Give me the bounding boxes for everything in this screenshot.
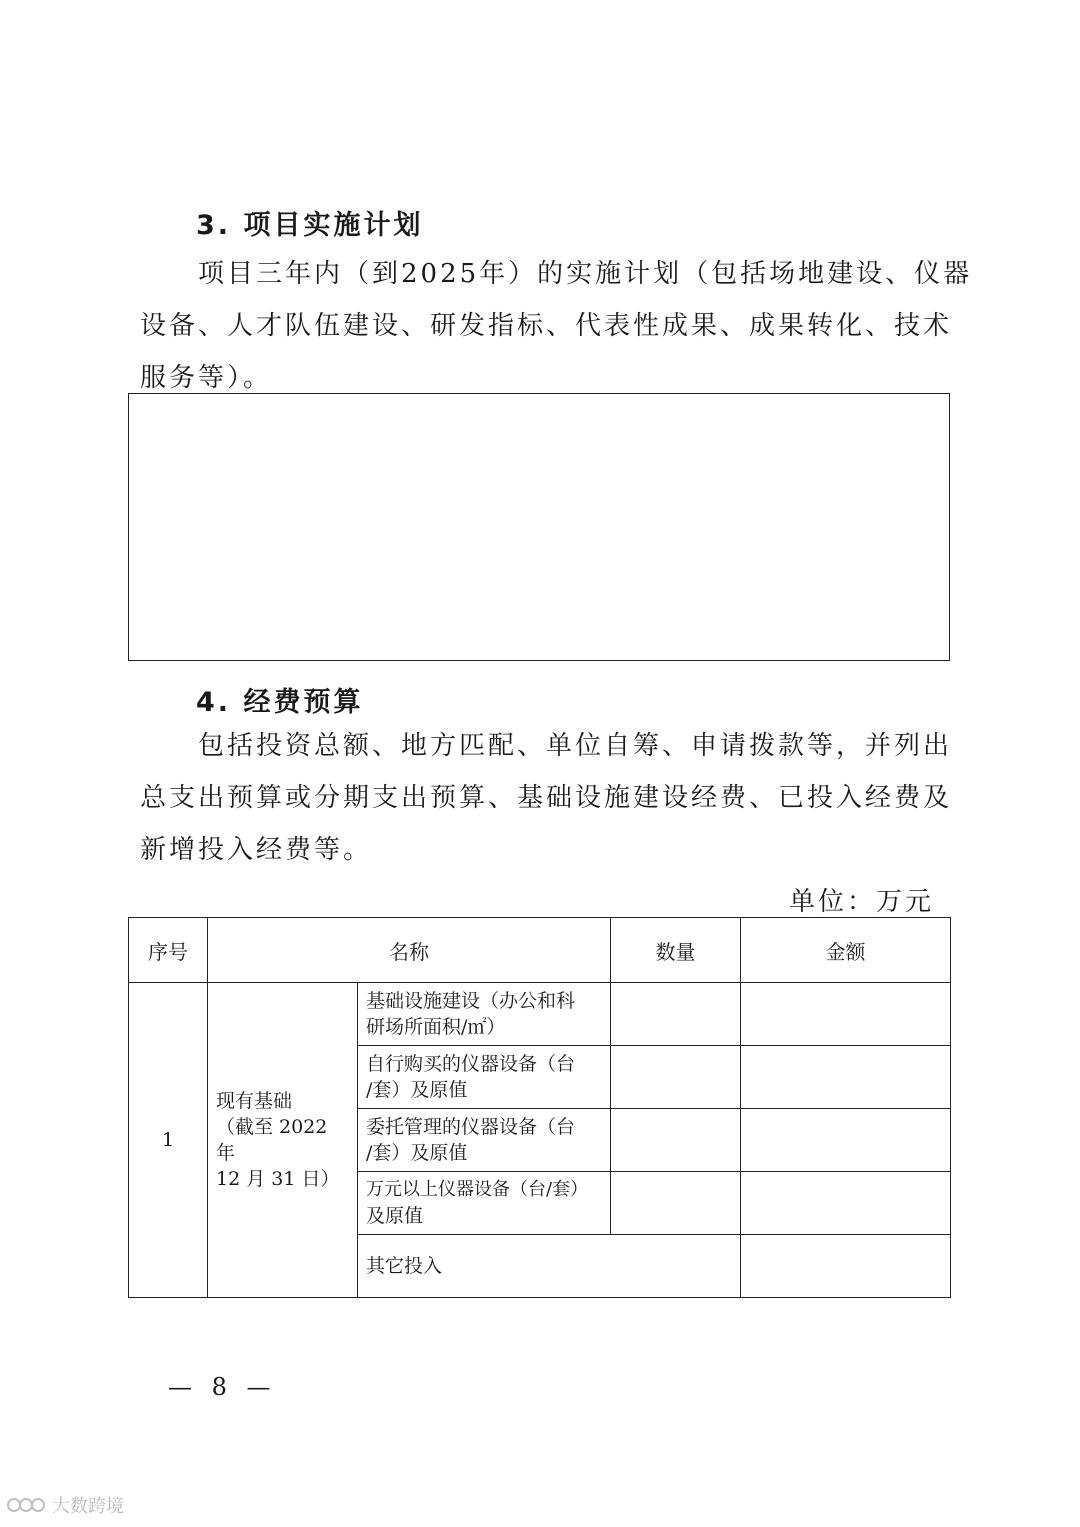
quantity-cell[interactable]	[611, 1109, 741, 1172]
section-3-heading: 3. 项目实施计划	[196, 210, 424, 241]
header-name: 名称	[208, 918, 611, 983]
section-3-paragraph	[140, 248, 973, 404]
page-number: — 8 —	[168, 1373, 277, 1401]
watermark-logo-icon	[6, 1495, 46, 1515]
item-cell	[358, 1172, 611, 1235]
category-line: 12 月 31 日）	[216, 1168, 340, 1190]
paragraph-line: 项目三年内（到2025年）的实施计划（包括场地建设、仪器	[198, 259, 973, 289]
category-line: （截至 2022 年	[216, 1116, 328, 1164]
quantity-cell[interactable]	[611, 1172, 741, 1235]
paragraph-line: 服务等）。	[140, 363, 273, 393]
quantity-cell[interactable]	[611, 983, 741, 1046]
item-line: 万元以上仪器设备（台/套）	[366, 1179, 589, 1200]
item-cell	[358, 983, 611, 1046]
watermark	[6, 1492, 124, 1518]
paragraph-line: 新增投入经费等。	[140, 835, 373, 865]
seq-cell: 1	[129, 983, 208, 1298]
section-4-heading: 4. 经费预算	[196, 687, 364, 718]
budget-table	[128, 917, 951, 1298]
item-cell	[358, 1046, 611, 1109]
item-line: 自行购买的仪器设备（台	[366, 1053, 576, 1075]
quantity-cell[interactable]	[611, 1046, 741, 1109]
table-header-row	[129, 918, 951, 983]
category-cell	[208, 983, 358, 1298]
unit-label: 单位：万元	[788, 887, 934, 917]
header-seq: 序号	[129, 918, 208, 983]
header-amount: 金额	[741, 918, 951, 983]
item-line: 研场所面积/㎡）	[366, 1016, 506, 1038]
amount-cell[interactable]	[741, 1109, 951, 1172]
paragraph-line: 设备、人才队伍建设、研发指标、代表性成果、成果转化、技术	[140, 311, 953, 341]
implementation-plan-box[interactable]	[128, 393, 950, 661]
item-line: 及原值	[366, 1205, 424, 1227]
watermark-text: 大数跨境	[52, 1496, 124, 1517]
item-cell	[358, 1109, 611, 1172]
table-row	[129, 983, 951, 1046]
amount-cell[interactable]	[741, 1235, 951, 1298]
item-line: /套）及原值	[366, 1142, 468, 1164]
section-4-paragraph	[140, 720, 953, 876]
item-line: /套）及原值	[366, 1079, 468, 1101]
amount-cell[interactable]	[741, 1046, 951, 1109]
category-line: 现有基础	[216, 1090, 293, 1112]
amount-cell[interactable]	[741, 983, 951, 1046]
item-line: 基础设施建设（办公和科	[366, 990, 576, 1012]
amount-cell[interactable]	[741, 1172, 951, 1235]
other-cell: 其它投入	[358, 1235, 741, 1298]
paragraph-line: 总支出预算或分期支出预算、基础设施建设经费、已投入经费及	[140, 783, 953, 813]
header-quantity: 数量	[611, 918, 741, 983]
item-line: 委托管理的仪器设备（台	[366, 1116, 576, 1138]
paragraph-line: 包括投资总额、地方匹配、单位自筹、申请拨款等，并列出	[198, 731, 953, 761]
